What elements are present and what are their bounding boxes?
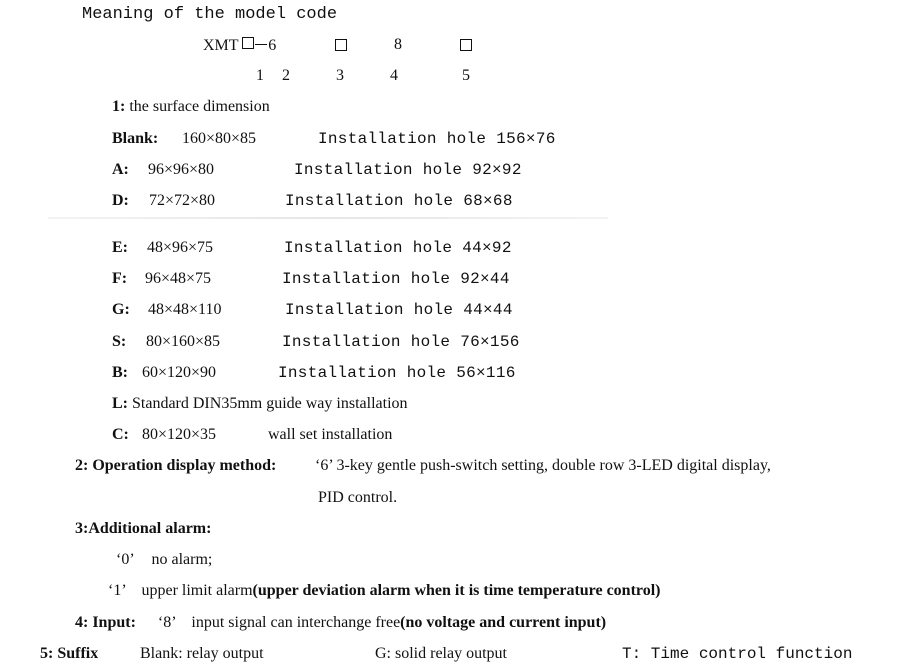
dim-hole-s: Installation hole 76×156: [282, 333, 520, 351]
alarm-paren-1: (upper deviation alarm when it is time temperature control): [252, 582, 661, 599]
input-text: input signal can interchange free: [191, 614, 401, 631]
dim-size-c: 80×120×35: [142, 426, 217, 443]
alarm-code-1: ‘1’: [108, 582, 126, 599]
section2-line2: PID control.: [318, 489, 398, 506]
code-fixed-6: 6: [268, 37, 277, 54]
section3-heading: 3:Additional alarm:: [75, 520, 212, 537]
position-4: 4: [390, 67, 398, 84]
section5-heading: 5: Suffix: [40, 645, 99, 662]
position-3: 3: [336, 67, 344, 84]
section1-title: the surface dimension: [129, 98, 270, 115]
page-title: Meaning of the model code: [82, 5, 338, 24]
dim-hole-blank: Installation hole 156×76: [318, 130, 556, 148]
dim-hole-a: Installation hole 92×92: [294, 161, 522, 179]
alarm-item-1: [108, 583, 661, 599]
position-5: 5: [462, 67, 470, 84]
section2-line1: ‘6’ 3-key gentle push-switch setting, double row 3-LED digital display,: [315, 457, 771, 474]
suffix-g: G: solid relay output: [375, 645, 507, 662]
dim-key-c: C:: [112, 426, 129, 443]
suffix-t: T: Time control function: [622, 645, 853, 663]
dim-key-blank: Blank:: [112, 130, 159, 147]
section2-heading: 2: Operation display method:: [75, 457, 277, 474]
dim-size-s: 80×160×85: [146, 333, 221, 350]
dim-key-b: B:: [112, 364, 128, 381]
alarm-code-0: ‘0’: [116, 551, 134, 568]
code-box-5: [460, 39, 472, 51]
dim-size-b: 60×120×90: [142, 364, 217, 381]
dim-size-e: 48×96×75: [147, 239, 214, 256]
model-code: [203, 37, 276, 54]
dim-size-d: 72×72×80: [149, 192, 216, 209]
section1-heading: [112, 99, 270, 115]
dim-key-e: E:: [112, 239, 128, 256]
model-prefix: XMT: [203, 37, 239, 54]
code-box-3: [335, 39, 347, 51]
dim-text-l: Standard DIN35mm guide way installation: [132, 395, 408, 412]
dim-size-blank: 160×80×85: [182, 130, 257, 147]
dim-hole-b: Installation hole 56×116: [278, 364, 516, 382]
section1-number: 1:: [112, 98, 126, 115]
section4-heading: 4: Input:: [75, 614, 136, 631]
input-paren: (no voltage and current input): [400, 614, 607, 631]
dim-text-c: wall set installation: [268, 426, 393, 443]
dim-hole-g: Installation hole 44×44: [285, 301, 513, 319]
section4-row: [75, 615, 606, 631]
dim-key-d: D:: [112, 192, 129, 209]
scan-artifact-line: [48, 217, 608, 219]
code-dash: [255, 44, 267, 45]
dim-key-l: L:: [112, 395, 128, 412]
code-box-1: [242, 37, 254, 49]
dim-size-g: 48×48×110: [148, 301, 222, 318]
dim-hole-d: Installation hole 68×68: [285, 192, 513, 210]
dim-hole-e: Installation hole 44×92: [284, 239, 512, 257]
alarm-text-1: upper limit alarm: [141, 582, 253, 599]
dim-key-s: S:: [112, 333, 127, 350]
position-2: 2: [282, 67, 290, 84]
dim-row-l: [112, 396, 408, 412]
suffix-blank: Blank: relay output: [140, 645, 264, 662]
position-1: 1: [256, 67, 264, 84]
dim-size-a: 96×96×80: [148, 161, 215, 178]
dim-key-a: A:: [112, 161, 129, 178]
dim-key-f: F:: [112, 270, 128, 287]
input-code: ‘8’: [157, 614, 176, 631]
code-fixed-8: 8: [394, 36, 402, 53]
alarm-item-0: [116, 552, 212, 568]
dim-size-f: 96×48×75: [145, 270, 212, 287]
dim-key-g: G:: [112, 301, 130, 318]
alarm-text-0: no alarm;: [151, 551, 213, 568]
dim-hole-f: Installation hole 92×44: [282, 270, 510, 288]
